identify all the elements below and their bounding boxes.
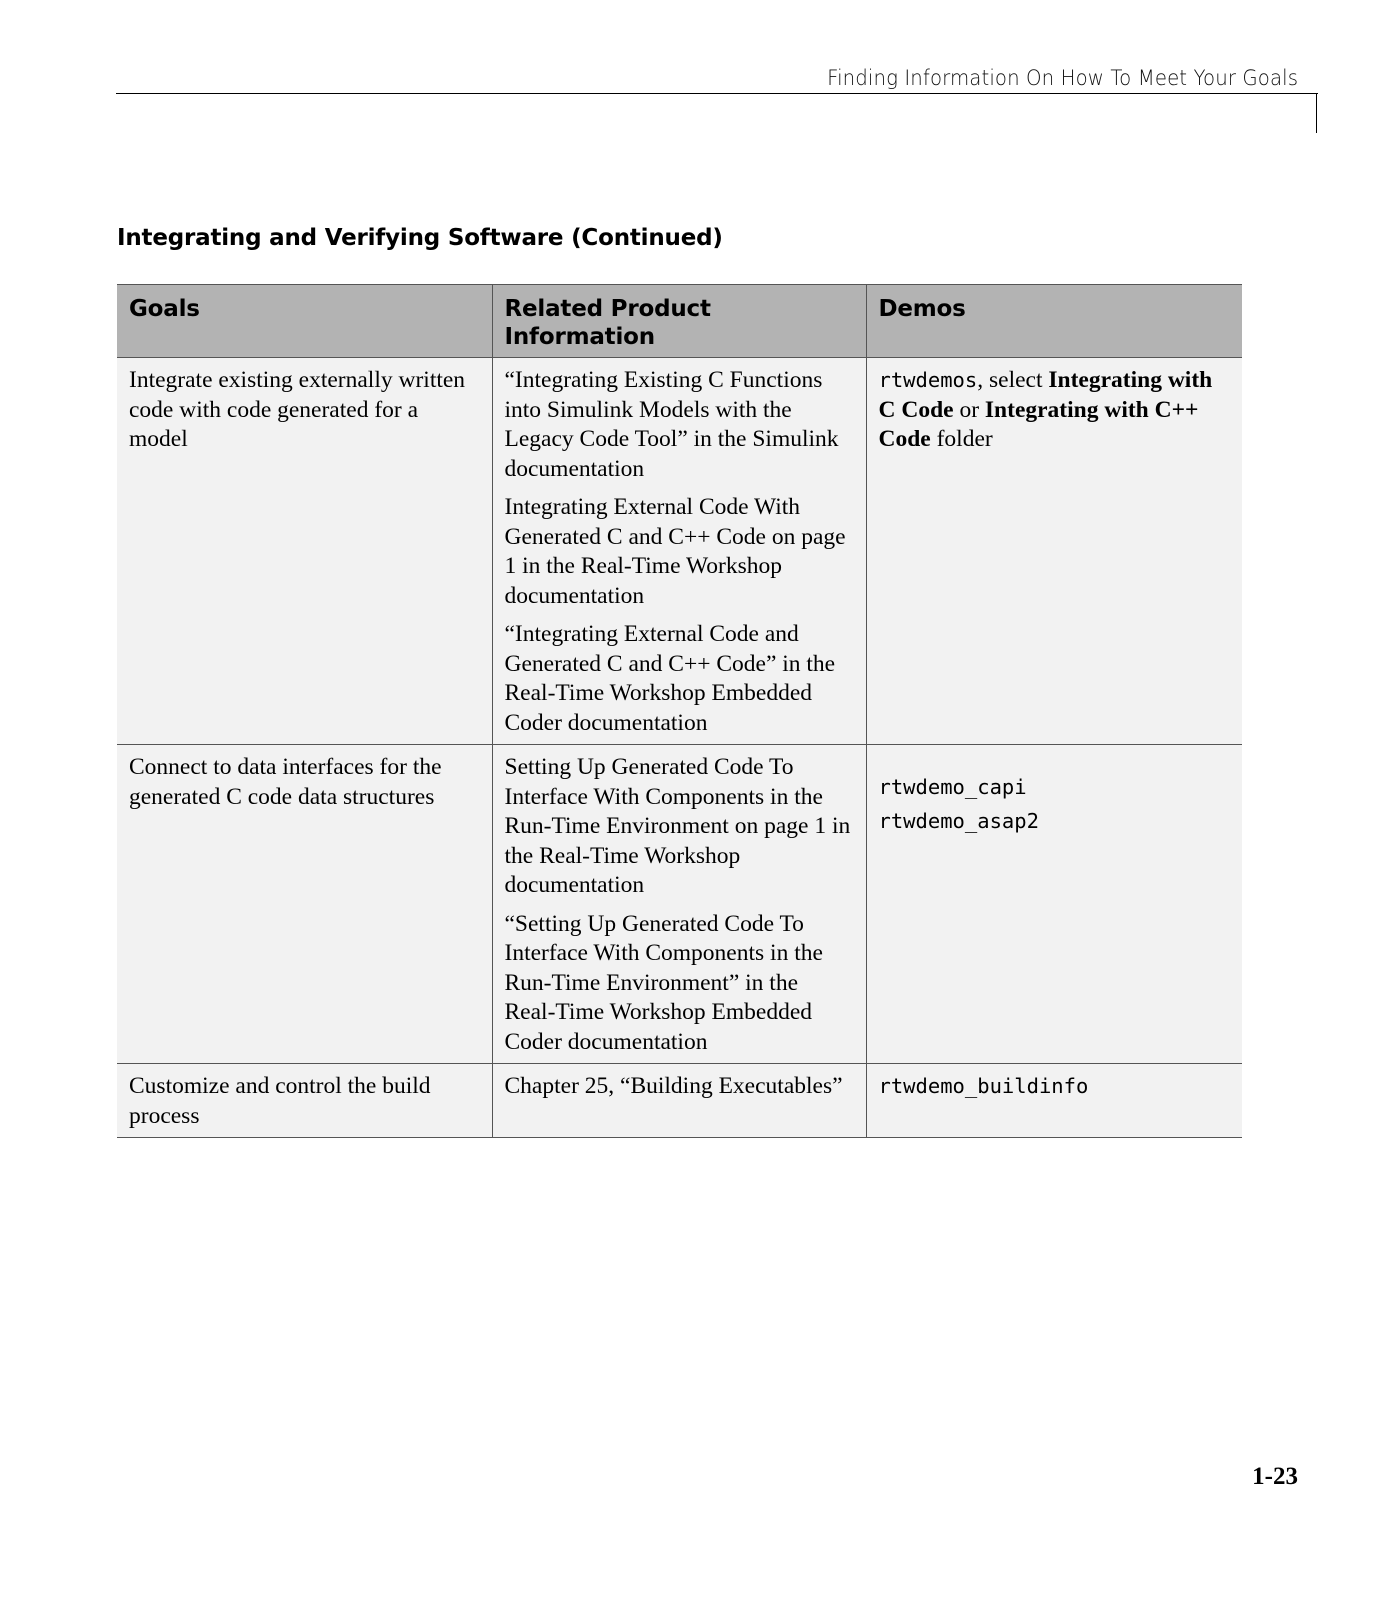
related-info-item: “Setting Up Generated Code To Interface With Components in the Run-Time Environment” in the Real-Time Workshop Embedded Coder documentation [504, 910, 823, 1055]
demo-folder-cpp: Integrating with C++ Code [878, 396, 1199, 452]
demo-command: rtwdemo_asap2 [878, 808, 1039, 833]
demo-folder-c: Integrating with C Code [878, 367, 1213, 423]
running-header: Finding Information On How To Meet Your Goals [826, 66, 1298, 90]
related-info-cell [492, 358, 866, 745]
goal-text: Integrate existing externally written code with code generated for a model [129, 367, 466, 452]
demos-cell [866, 745, 1242, 1064]
demo-command: rtwdemos [878, 368, 978, 392]
demos-cell [866, 358, 1242, 745]
goal-cell [117, 1064, 492, 1138]
column-header-related-info: Related Product Information [492, 285, 866, 358]
demos-cell [866, 1064, 1242, 1138]
demo-text: folder [930, 426, 993, 452]
table-title: Integrating and Verifying Software (Continued) [117, 225, 723, 251]
column-header-demos: Demos [866, 285, 1242, 358]
demo-text: or [953, 396, 985, 423]
goal-text: Customize and control the build process [129, 1073, 431, 1129]
related-info-cell [492, 745, 866, 1064]
related-info-item: Integrating External Code With Generated C and C++ Code on page 1 in the Real-Time Workshop documentation [504, 494, 846, 609]
column-header-goals: Goals [117, 285, 492, 358]
demo-instructions [879, 366, 1231, 455]
related-info-cell [492, 1064, 866, 1138]
related-info-item: Setting Up Generated Code To Interface With Components in the Run-Time Environment on page 1 in the Real-Time Workshop documentation [504, 754, 851, 898]
goal-cell [117, 358, 492, 745]
page-number: 1-23 [1252, 1463, 1298, 1490]
header-rule [116, 93, 1318, 94]
demo-command: rtwdemo_capi [878, 775, 1027, 799]
table-header-row [117, 285, 1242, 358]
table-row [117, 745, 1242, 1064]
related-info-item: “Integrating External Code and Generated C and C++ Code” in the Real-Time Workshop Embedded Coder documentation [504, 621, 836, 736]
related-info-item: Chapter 25, “Building Executables” [504, 1073, 843, 1099]
goals-table [117, 284, 1242, 1138]
related-info-item: “Integrating Existing C Functions into Simulink Models with the Legacy Code Tool” in the Simulink documentation [504, 367, 839, 482]
table-row [117, 1064, 1242, 1138]
header-tick-mark [1316, 93, 1317, 133]
table-row [117, 358, 1242, 745]
demo-text: , select [977, 367, 1049, 393]
goal-text: Connect to data interfaces for the generated C code data structures [129, 754, 442, 810]
demo-command: rtwdemo_buildinfo [878, 1074, 1089, 1098]
goal-cell [117, 745, 492, 1064]
